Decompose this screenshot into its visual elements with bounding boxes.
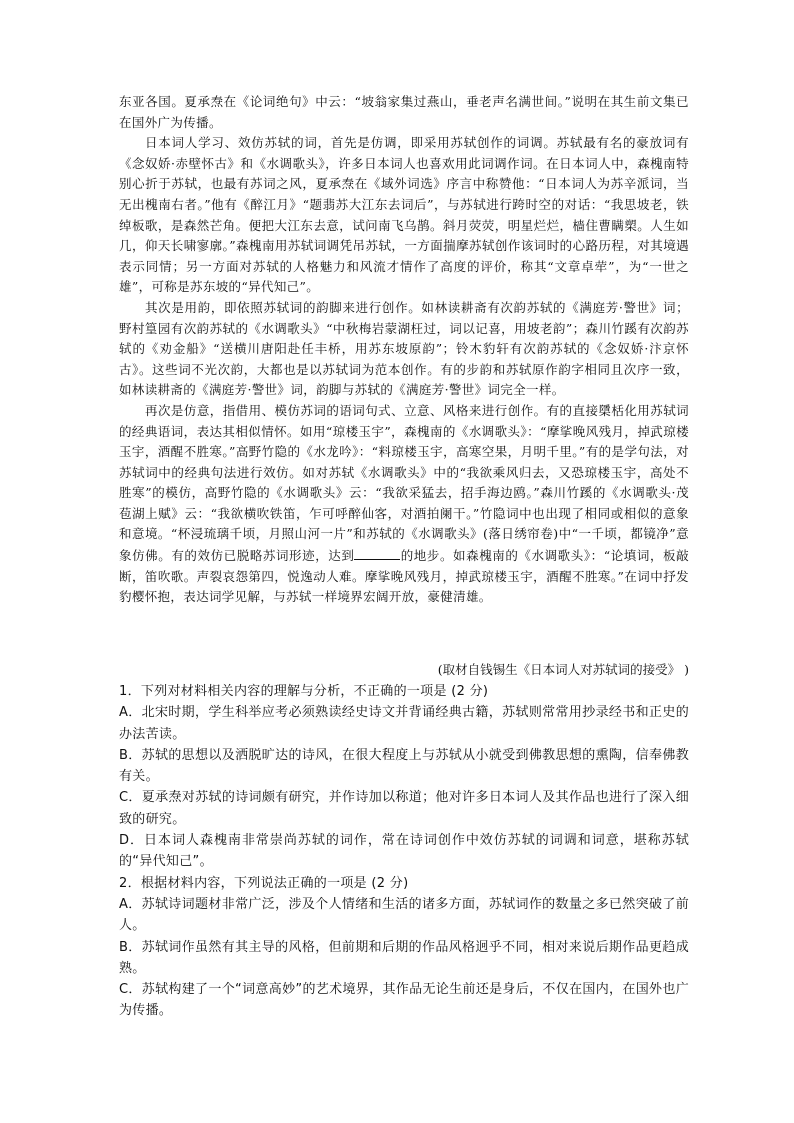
question-2-option-a: A．苏轼诗词题材非常广泛，涉及个人情绪和生活的诸多方面，苏轼词作的数量之多已然突破了前人。: [119, 896, 689, 934]
paragraph-meaning-text-b: 的地步。如森槐南的《水调歌头》：“论填词，板敲断，笛吹歌。声裂哀怨第四，悦逸动人难。摩挲晚风残月，掉武琼楼玉宇，酒醒不胜寒。”在词中抒发豹樱怀抱，表达词学见解，与苏轼一样境界宏阔开放，豪健清雄。: [119, 548, 689, 605]
paragraph-meaning-imitation: [119, 401, 689, 608]
fill-in-blank[interactable]: [354, 545, 400, 560]
paragraph-meaning-text-a: 再次是仿意，指借用、模仿苏词的语词句式、立意、风格来进行创作。有的直接檃栝化用苏轼词的经典语词，表达其相似情怀。如用“琼楼玉宇”，森槐南的《水调歌头》：“摩挲晚风残月，掉武琼楼玉宇，酒醒不胜寒。”高野竹隐的《水龙吟》：“料琼楼玉宇，高寒空果，月明千里。”有的是学句法，对苏轼词中的经典句法进行效仿。如对苏轼《水调歌头》中的“我欲乘风归去，又恐琼楼玉宇，高处不胜寒”的模仿，高野竹隐的《水调歌头》云：“我欲采猛去，招手海边鸥。”森川竹蹊的《水调歌头·茂苞湖上赋》云：“我欲横吹铁笛，乍可呼醉仙客，对酒拍阑干。”竹隐词中也出现了相同或相似的意象和意境。“杯浸琉璃千顷，月照山河一片”和苏轼的《水调歌头》(落日绣帘卷)中“一千顷，都镜净”意象仿佛。有的效仿已脱略苏词形迹，达到: [119, 402, 689, 564]
question-1-option-b: B．苏轼的思想以及洒脱旷达的诗风，在很大程度上与苏轼从小就受到佛教思想的熏陶，信奉佛教有关。: [119, 747, 689, 785]
source-citation: (取材自钱锡生《日本词人对苏轼词的接受》 ): [437, 662, 689, 677]
question-1-stem: 1．下列对材料相关内容的理解与分析，不正确的一项是 (2 分): [119, 684, 489, 699]
reading-material: [119, 92, 689, 608]
question-1-option-c: C．夏承焘对苏轼的诗词颇有研究，并作诗加以称道；他对许多日本词人及其作品也进行了深入细致的研究。: [119, 790, 689, 827]
question-1-option-a: A．北宋时期，学生科举应考必须熟读经史诗文并背诵经典古籍，苏轼则常常用抄录经书和正史的办法苦读。: [119, 705, 689, 742]
question-2-stem: 2．根据材料内容，下列说法正确的一项是 (2 分): [119, 875, 409, 891]
paragraph-rhyme-imitation: 其次是用韵，即依照苏轼词的韵脚来进行创作。如林读耕斋有次韵苏轼的《满庭芳·警世》词；野村篁园有次韵苏轼的《水调歌头》“中秋梅岩蒙湖枉过，词以记喜，用坡老韵”；森川竹蹊有次韵苏轼的《劝金船》“送横川唐阳赴任丰桥，用苏东坡原韵”；铃木豹轩有次韵苏轼的《念奴娇·汴京怀古》。这些词不光次韵，大都也是以苏轼词为范本创作。有的步韵和苏轼原作韵字相同且次序一致，如林读耕斋的《满庭芳·警世》词，韵脚与苏轼的《满庭芳·警世》词完全一样。: [119, 299, 689, 398]
paragraph-tune-imitation: 日本词人学习、效仿苏轼的词，首先是仿调，即采用苏轼创作的词调。苏轼最有名的豪放词有《念奴娇·赤壁怀古》和《水调歌头》，许多日本词人也喜欢用此词调作词。在日本词人中，森槐南特别心折于苏轼，也最有苏词之风，夏承焘在《域外词选》序言中称赞他：“日本词人为苏辛派词，当无出槐南右者。”他有《醉江月》“题翡苏大江东去词后”，与苏轼进行跨时空的对话：“我思坡老，铁绰板歌，是森然芒角。便把大江东去意，试问南飞乌鹊。斜月荧荧，明星烂烂，樯住曹瞒槊。人生如几，仰天长啸寥廓。”森槐南用苏轼词调凭吊苏轼，一方面揣摩苏轼创作该词时的心路历程，对其境遇表示同情；另一方面对苏轼的人格魅力和风流才情作了高度的评价，称其“文章卓荦”，为“一世之雄”，可称是苏东坡的“异代知己”。: [119, 135, 689, 295]
question-section: [119, 681, 689, 1022]
paragraph-intro-continuation: 东亚各国。夏承焘在《论词绝句》中云：“坡翁家集过燕山，垂老声名满世间。”说明在其生前文集已在国外广为传播。: [119, 94, 689, 130]
question-2-option-c: C．苏轼构建了一个“词意高妙”的艺术境界，其作品无论生前还是身后，不仅在国内，在国外也广为传播。: [119, 982, 689, 1019]
question-2-option-b: B．苏轼词作虽然有其主导的风格，但前期和后期的作品风格迥乎不同，相对来说后期作品更趋成熟。: [119, 939, 689, 976]
question-1-option-d: D．日本词人森槐南非常崇尚苏轼的词作，常在诗词创作中效仿苏轼的词调和词意，堪称苏轼的“异代知己”。: [119, 833, 689, 870]
